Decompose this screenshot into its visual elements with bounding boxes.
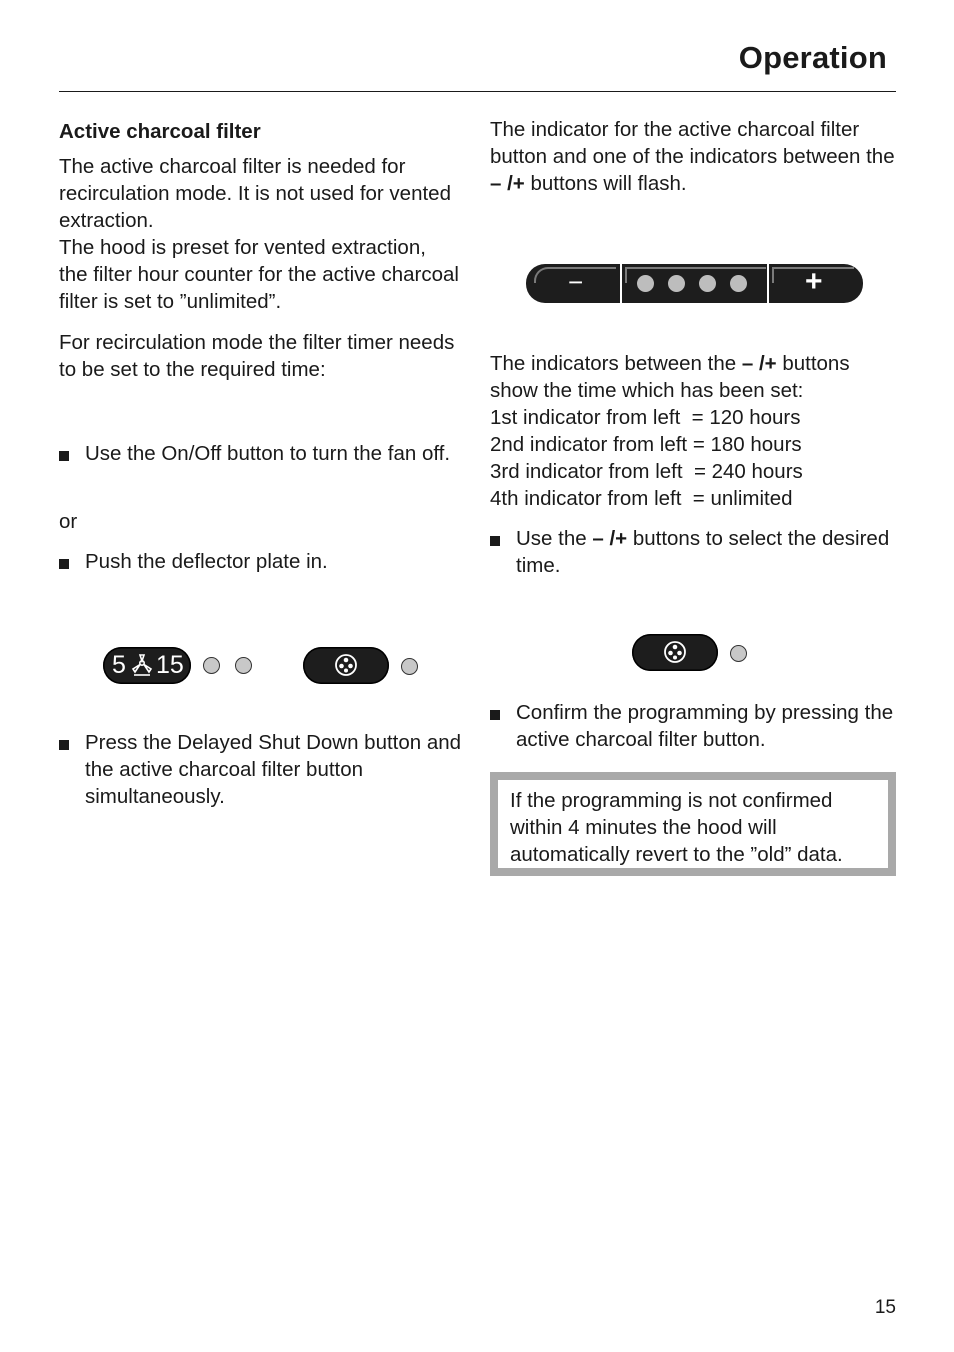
step-confirm [490, 699, 916, 753]
plus-button[interactable] [769, 264, 863, 303]
charcoal-filter-icon [663, 640, 687, 664]
delayed-shutdown-button[interactable] [103, 647, 191, 684]
or-text: or [59, 510, 78, 533]
section-heading: Active charcoal filter [59, 120, 261, 143]
indicator-line-1: 1st indicator from left = 120 hours [490, 406, 801, 429]
minus-plus-label: – /+ [490, 172, 525, 195]
minus-plus-label: – /+ [592, 527, 628, 550]
note-text: If the programming is not confirmed within 4 minutes the hood will automatically revert to the ”old” data. [510, 789, 843, 866]
bullet-square-icon [490, 536, 500, 546]
bullet-square-icon [59, 740, 69, 750]
filter-indicator-led [730, 645, 747, 662]
charcoal-filter-icon [334, 653, 358, 677]
fan-icon [130, 653, 154, 677]
flash-paragraph [490, 116, 900, 197]
indicator-line-4: 4th indicator from left = unlimited [490, 487, 793, 510]
step-select-time [490, 525, 916, 579]
right-column [490, 116, 900, 197]
filter-indicator-led [401, 658, 418, 675]
timer-control-panel [526, 264, 863, 303]
select-time-text-a: Use the [516, 527, 593, 550]
indicator-line-3: 3rd indicator from left = 240 hours [490, 460, 803, 483]
step-press-buttons [59, 729, 485, 810]
minus-plus-label: – /+ [741, 352, 777, 375]
page-number: 15 [874, 1297, 896, 1318]
minus-label: − [568, 267, 584, 297]
indicators-intro [490, 350, 900, 404]
step-fan-off [59, 440, 485, 467]
step-confirm-text: Confirm the programming by pressing the active charcoal filter button. [516, 701, 894, 751]
minus-button[interactable] [526, 264, 620, 303]
indicator-unlimited [730, 275, 747, 292]
flash-text-a: The indicator for the active charcoal filter button and one of the indicators between the [490, 118, 895, 168]
left-column [59, 118, 459, 383]
charcoal-filter-button-confirm[interactable] [632, 634, 718, 671]
note-box [490, 772, 896, 876]
recirculation-paragraph: For recirculation mode the filter timer needs to be set to the required time: [59, 331, 455, 381]
intro-paragraph: The active charcoal filter is needed for recirculation mode. It is not used for vented extraction. [59, 155, 451, 232]
preset-paragraph: The hood is preset for vented extraction, the filter hour counter for the active charcoal filter is set to ”unlimited”. [59, 236, 459, 313]
select-time-text-b: buttons to select the desired time. [516, 527, 890, 577]
plus-label: + [805, 265, 823, 298]
indicators-text-a: The indicators between the [490, 352, 742, 375]
delay-5-label: 5 [112, 651, 126, 679]
indicator-line-2: 2nd indicator from left = 180 hours [490, 433, 802, 456]
step-fan-off-text: Use the On/Off button to turn the fan off. [85, 442, 451, 465]
bullet-square-icon [490, 710, 500, 720]
indicators-text-b: buttons show the time which has been set: [490, 352, 850, 402]
bullet-square-icon [59, 559, 69, 569]
indicators-explanation [490, 350, 900, 512]
page-title: Operation [738, 40, 887, 75]
indicator-led [235, 657, 252, 674]
indicator-strip [622, 264, 767, 303]
header-rule [59, 91, 896, 92]
indicator-240-hours [699, 275, 716, 292]
step-deflector [59, 548, 485, 575]
indicator-120-hours [637, 275, 654, 292]
indicator-180-hours [668, 275, 685, 292]
flash-text-b: buttons will flash. [524, 172, 687, 195]
delay-15-label: 15 [156, 651, 184, 679]
bullet-square-icon [59, 451, 69, 461]
charcoal-filter-button[interactable] [303, 647, 389, 684]
indicator-led [203, 657, 220, 674]
step-press-buttons-text: Press the Delayed Shut Down button and the active charcoal filter button simultaneously. [85, 731, 462, 808]
step-deflector-text: Push the deflector plate in. [85, 550, 328, 573]
